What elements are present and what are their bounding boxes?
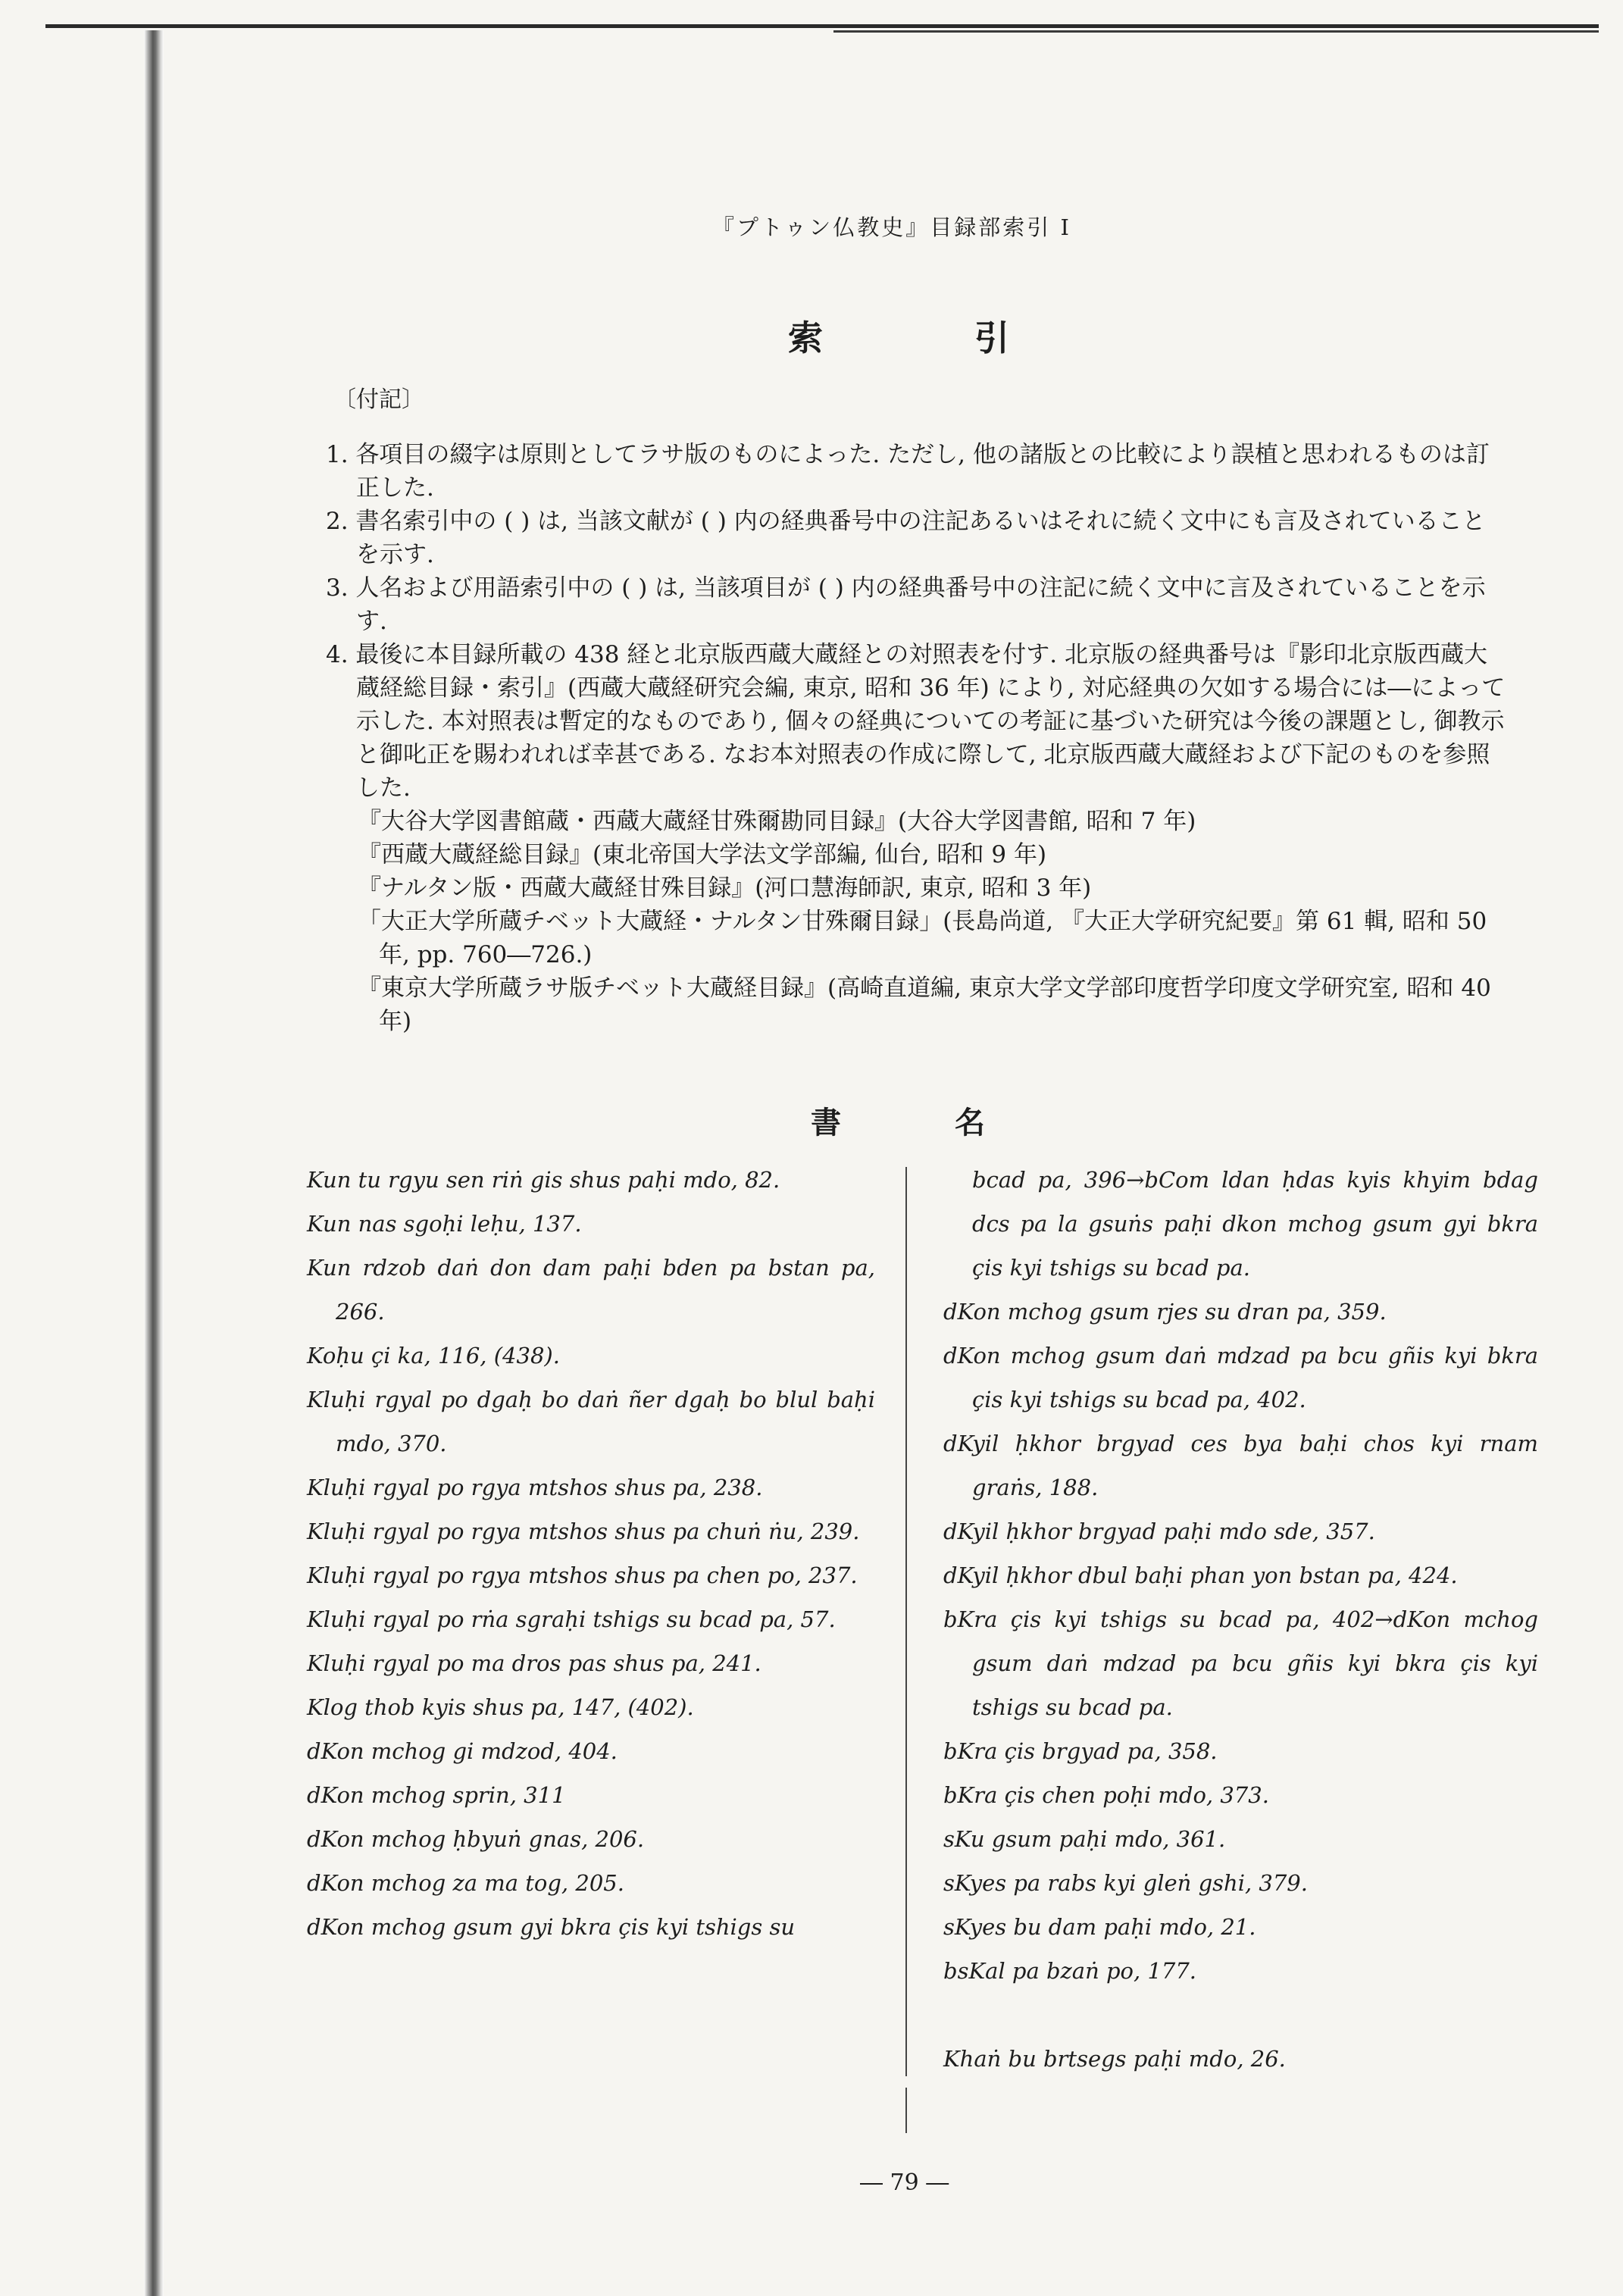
index-entry: Kluḥi rgyal po ma dros pas shus pa, 241. bbox=[307, 1650, 761, 1676]
binding-shadow bbox=[144, 30, 164, 2296]
top-rule bbox=[45, 24, 1599, 28]
index-entry: dKon mchog gsum daṅ mdzad pa bcu gñis kyi bkra çis kyi tshigs su bcad pa, 402. bbox=[943, 1343, 1538, 1412]
reference-5: 『東京大学所蔵ラサ版チベット大蔵経目録』(高崎直道編, 東京大学文学部印度哲学印度文学研究室, 昭和 40 年) bbox=[358, 974, 1491, 1035]
title-char-1: 索 bbox=[788, 317, 823, 358]
index-entry: Kluḥi rgyal po rṅa sgraḥi tshigs su bcad pa, 57. bbox=[307, 1606, 836, 1632]
index-entry: Kluḥi rgyal po dgaḥ bo daṅ ñer dgaḥ bo blul baḥi mdo, 370. bbox=[307, 1387, 875, 1456]
index-entry: sKyes pa rabs kyi gleṅ gshi, 379. bbox=[943, 1870, 1308, 1896]
page-number: ― 79 ― bbox=[860, 2169, 949, 2196]
index-entry: bcad pa, 396→bCom ldan ḥdas kyis khyim bdag dcs pa la gsuṅs paḥi dkon mchog gsum gyi bkra çis kyi tshigs su bcad pa. bbox=[972, 1167, 1538, 1281]
index-entry: Kun nas sgoḥi leḥu, 137. bbox=[307, 1211, 582, 1237]
index-entry: Kluḥi rgyal po rgya mtshos shus pa, 238. bbox=[307, 1475, 763, 1500]
index-entry: dKyil ḥkhor dbul baḥi phan yon bstan pa, 424. bbox=[943, 1562, 1458, 1588]
index-entry: sKyes bu dam paḥi mdo, 21. bbox=[943, 1914, 1256, 1940]
section-title-char-1: 書 bbox=[811, 1105, 841, 1140]
index-entry: dKyil ḥkhor brgyad ces bya baḥi chos kyi rnam graṅs, 188. bbox=[943, 1431, 1538, 1500]
index-entry: dKon mchog za ma tog, 205. bbox=[307, 1870, 624, 1896]
note-item-2: 2. 書名索引中の ( ) は, 当該文献が ( ) 内の経典番号中の注記あるいはそれに続く文中にも言及されていることを示す. bbox=[326, 508, 1486, 568]
top-rule-secondary bbox=[833, 30, 1599, 33]
index-entry: dKon mchog gi mdzod, 404. bbox=[307, 1738, 618, 1764]
note-item-4: 4. 最後に本目録所載の 438 経と北京版西蔵大蔵経との対照表を付す. 北京版の経典番号は『影印北京版西蔵大蔵経総目録・索引』(西蔵大蔵経研究会編, 東京, 昭和 36 年) により, 対応経典の欠如する場合には―によって示した. 本対照表は暫定的なものであり, 個々の経典についての考証に基づいた研究は今後の課題とし, 御教示と御叱正を賜われれば幸甚である. なお本対照表の作成に際して, 北京版西蔵大蔵経および下記のものを参照した. bbox=[326, 641, 1506, 802]
note-item-3: 3. 人名および用語索引中の ( ) は, 当該項目が ( ) 内の経典番号中の注記に続く文中に言及されていることを示す. bbox=[326, 574, 1486, 635]
note-item-1: 1. 各項目の綴字は原則としてラサ版のものによった. ただし, 他の諸版との比較により誤植と思われるものは訂正した. bbox=[326, 441, 1490, 502]
index-entry: bKra çis brgyad pa, 358. bbox=[943, 1738, 1218, 1764]
index-entry: bsKal pa bzaṅ po, 177. bbox=[943, 1958, 1197, 1984]
title-char-2: 引 bbox=[974, 317, 1009, 358]
index-entry: dKon mchog gsum rjes su dran pa, 359. bbox=[943, 1299, 1387, 1325]
index-entry: Kun rdzob daṅ don dam paḥi bden pa bstan pa, 266. bbox=[307, 1255, 875, 1325]
note-label: 〔付記〕 bbox=[333, 386, 424, 413]
reference-2: 『西蔵大蔵経総目録』(東北帝国大学法文学部編, 仙台, 昭和 9 年) bbox=[358, 841, 1047, 868]
reference-3: 『ナルタン版・西蔵大蔵経甘殊目録』(河口慧海師訳, 東京, 昭和 3 年) bbox=[358, 874, 1092, 902]
index-column-left bbox=[307, 1158, 875, 1949]
index-column-right bbox=[943, 1158, 1538, 2081]
index-entry: dKon mchog ḥbyuṅ gnas, 206. bbox=[307, 1826, 645, 1852]
reference-1: 『大谷大学図書館蔵・西蔵大蔵経甘殊爾勘同目録』(大谷大学図書館, 昭和 7 年) bbox=[358, 808, 1196, 835]
index-entry-spacer bbox=[943, 1993, 1538, 2037]
page-title bbox=[788, 311, 1009, 361]
index-entry: bKra çis chen poḥi mdo, 373. bbox=[943, 1782, 1269, 1808]
running-header: 『プトゥン仏教史』目録部索引 I bbox=[712, 214, 1071, 240]
column-divider bbox=[905, 1167, 907, 2076]
index-entry: Koḥu çi ka, 116, (438). bbox=[307, 1343, 560, 1369]
index-entry: dKyil ḥkhor brgyad paḥi mdo sde, 357. bbox=[943, 1519, 1375, 1544]
column-divider-lower bbox=[905, 2088, 907, 2133]
index-entry: dKon mchog gsum gyi bkra çis kyi tshigs su bbox=[307, 1914, 796, 1940]
index-entry: Khaṅ bu brtsegs paḥi mdo, 26. bbox=[943, 2046, 1286, 2072]
index-entry: Kun tu rgyu sen riṅ gis shus paḥi mdo, 82. bbox=[307, 1167, 780, 1193]
index-entry: dKon mchog sprin, 311 bbox=[307, 1782, 566, 1808]
index-entry: sKu gsum paḥi mdo, 361. bbox=[943, 1826, 1226, 1852]
index-entry: Klog thob kyis shus pa, 147, (402). bbox=[307, 1694, 694, 1720]
index-entry: Kluḥi rgyal po rgya mtshos shus pa chen po, 237. bbox=[307, 1562, 858, 1588]
section-title-char-2: 名 bbox=[955, 1105, 985, 1140]
notes-section bbox=[326, 438, 1508, 1038]
index-entry: Kluḥi rgyal po rgya mtshos shus pa chuṅ ṅu, 239. bbox=[307, 1519, 860, 1544]
index-entry: bKra çis kyi tshigs su bcad pa, 402→dKon mchog gsum daṅ mdzad pa bcu gñis kyi bkra çis kyi tshigs su bcad pa. bbox=[943, 1606, 1538, 1720]
reference-4: 「大正大学所蔵チベット大蔵経・ナルタン甘殊爾目録」(長島尚道, 『大正大学研究紀要』第 61 輯, 昭和 50 年, pp. 760―726.) bbox=[358, 908, 1487, 968]
section-title bbox=[811, 1099, 985, 1142]
